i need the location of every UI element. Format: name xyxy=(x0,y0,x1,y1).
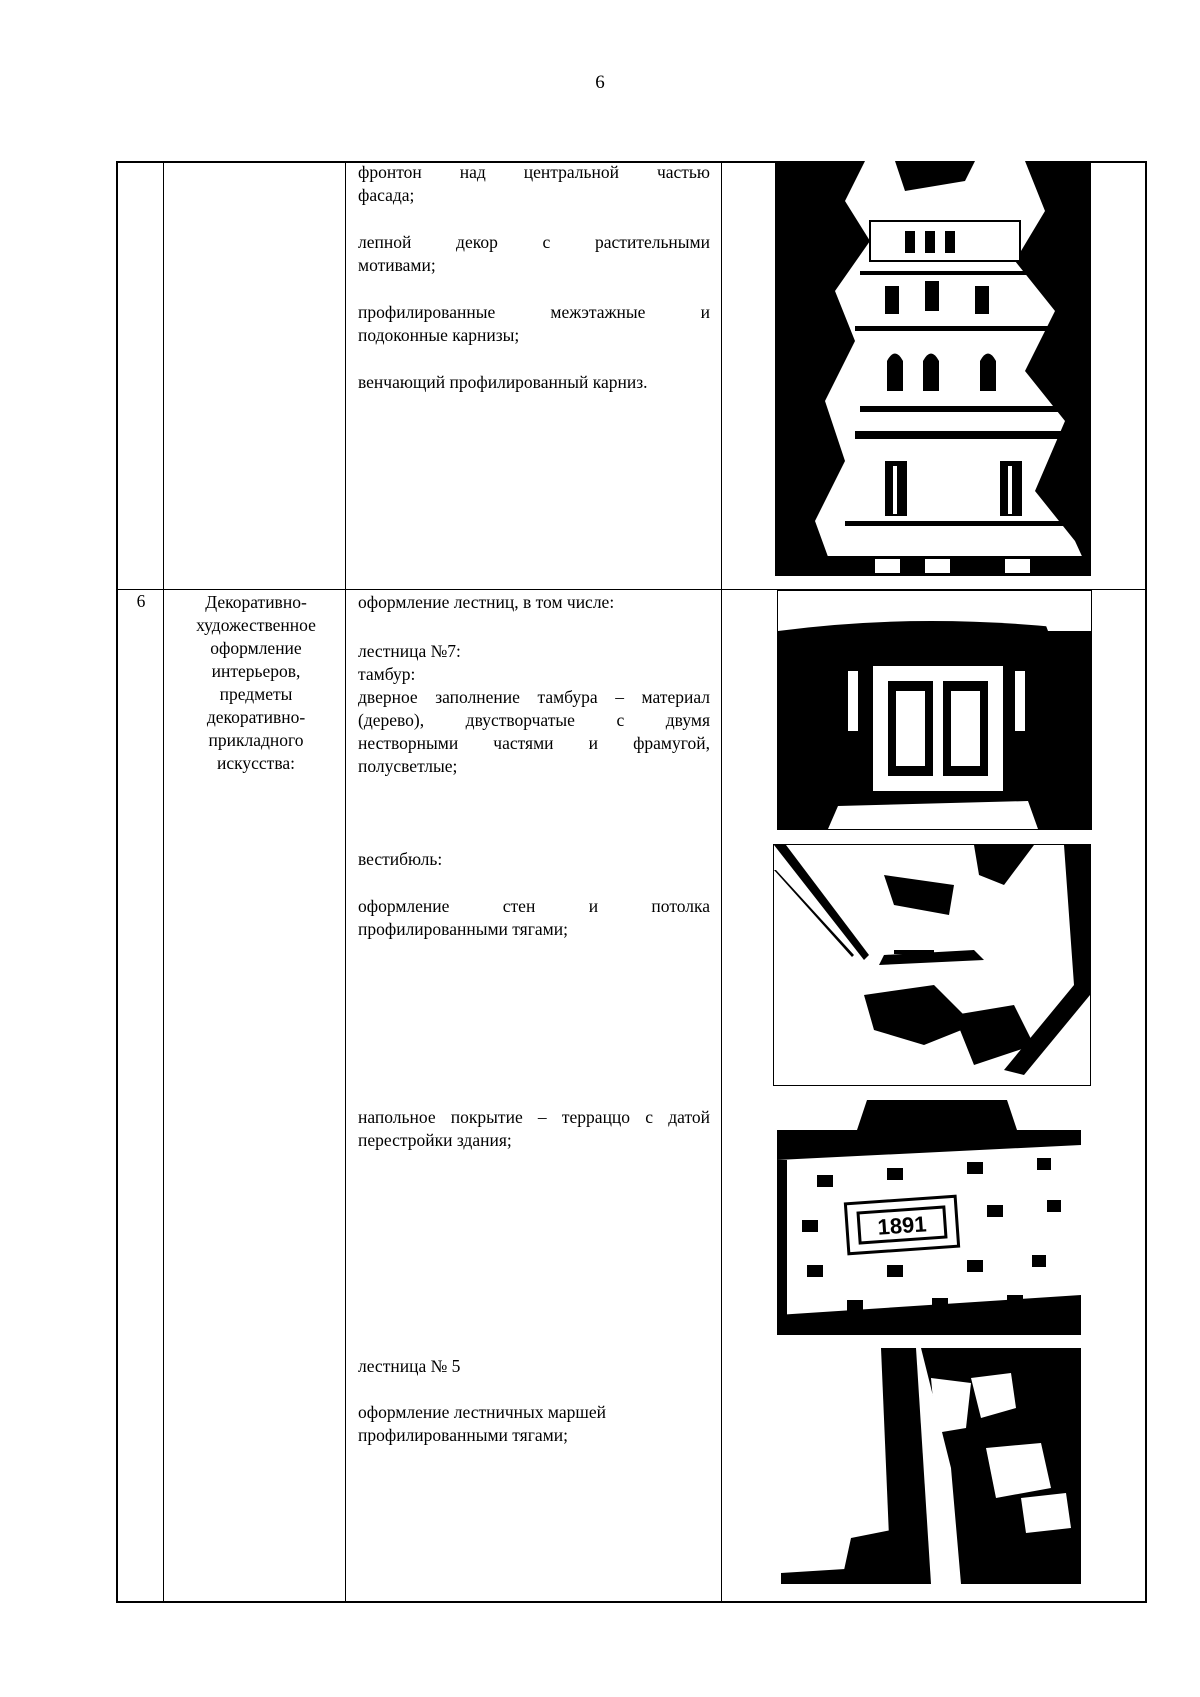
terrazzo-floor-photo xyxy=(777,1100,1081,1335)
feature-text: мотивами; xyxy=(358,255,436,275)
feature-text: профилированными тягами; xyxy=(358,1425,568,1445)
feature-text: вестибюль: xyxy=(358,849,443,869)
feature-text: перестройки здания; xyxy=(358,1130,512,1150)
feature-text: оформление лестничных маршей xyxy=(358,1402,606,1422)
tambour-door-photo xyxy=(777,590,1092,830)
feature-text: нестворными частями и фрамугой, xyxy=(358,733,710,753)
feature-text: лестница № 5 xyxy=(358,1356,461,1376)
feature-text: лестница №7: xyxy=(358,641,461,661)
feature-text: напольное покрытие – терраццо с датой xyxy=(358,1107,710,1127)
table-col-divider-3 xyxy=(721,161,722,1603)
feature-text: венчающий профилированный карниз. xyxy=(358,372,648,392)
facade-photo xyxy=(775,161,1091,576)
row-number: 6 xyxy=(136,591,146,611)
table-border-left xyxy=(116,161,118,1603)
floor-date-text: 1891 xyxy=(876,1211,928,1240)
table-col-divider-1 xyxy=(163,161,164,1603)
facade-image xyxy=(775,161,1091,576)
terrazzo-floor-image xyxy=(777,1100,1081,1335)
page-number: 6 xyxy=(595,72,605,93)
vestibule-ceiling-image xyxy=(774,845,1090,1085)
staircase-5-photo xyxy=(781,1348,1081,1584)
feature-text: фасада; xyxy=(358,185,415,205)
feature-text: лепной декор с растительными xyxy=(358,232,710,252)
feature-text: профилированными тягами; xyxy=(358,919,568,939)
table-col-divider-2 xyxy=(345,161,346,1603)
feature-text: профилированные межэтажные и xyxy=(358,302,710,322)
table-border-right xyxy=(1145,161,1147,1603)
feature-text: дверное заполнение тамбура – материал xyxy=(358,687,710,707)
category-text: Декоративно- художественное оформление интерьеров, предметы декоративно- прикладного искусства: xyxy=(196,592,316,773)
table-border-bottom xyxy=(116,1601,1146,1603)
feature-text: оформление стен и потолка xyxy=(358,896,710,916)
staircase-5-image xyxy=(781,1348,1081,1584)
tambour-door-image xyxy=(778,591,1091,829)
feature-text: (дерево), двустворчатые с двумя xyxy=(358,710,710,730)
feature-text: тамбур: xyxy=(358,664,416,684)
feature-text: оформление лестниц, в том числе: xyxy=(358,592,615,612)
vestibule-ceiling-photo xyxy=(773,844,1091,1086)
feature-text: полусветлые; xyxy=(358,756,458,776)
feature-text: фронтон над центральной частью xyxy=(358,162,710,182)
feature-text: подоконные карнизы; xyxy=(358,325,520,345)
